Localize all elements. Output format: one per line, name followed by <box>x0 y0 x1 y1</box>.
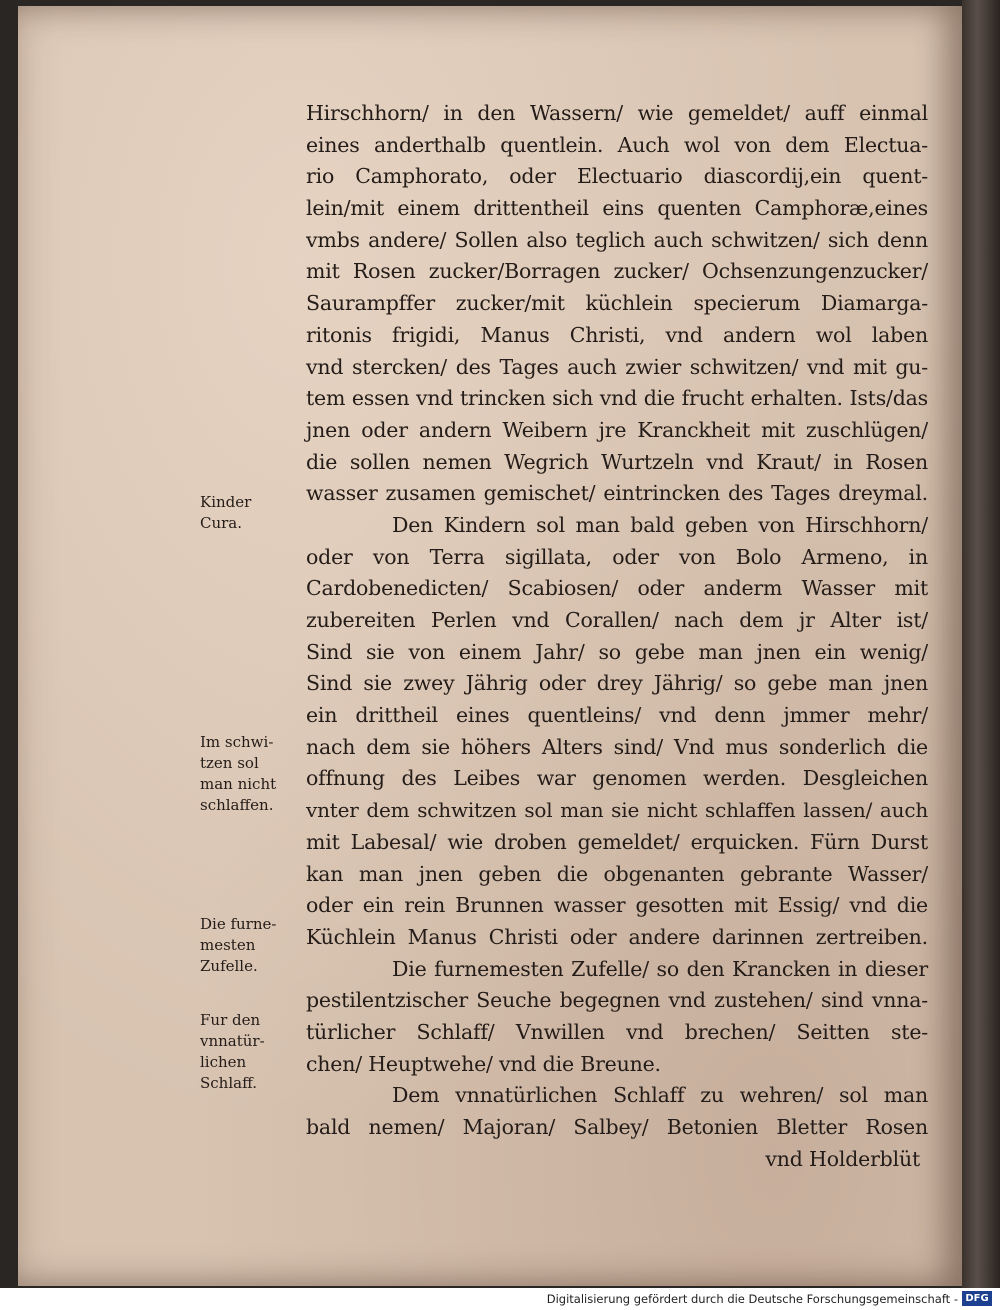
text-line: rio Camphorato, oder Electuario diascordij,ein quent- <box>306 164 928 189</box>
text-line: türlicher Schlaff/ Vnwillen vnd brechen/ Seitten ste- <box>306 1019 928 1044</box>
margin-note-kinder-cura <box>200 492 300 534</box>
text-line: Dem vnnatürlichen Schlaff zu wehren/ sol man <box>392 1083 928 1108</box>
text-line: Küchlein Manus Christi oder andere darinnen zertreiben. <box>306 924 928 949</box>
text-line: Sind sie zwey Jährig oder drey Jährig/ so gebe man jnen <box>306 671 928 696</box>
text-line: chen/ Heuptwehe/ vnd die Breune. <box>306 1051 661 1076</box>
text-line: ein drittheil eines quentleins/ vnd denn jmmer mehr/ <box>306 703 928 728</box>
text-line: oder ein rein Brunnen wasser gesotten mit Essig/ vnd die <box>306 893 928 918</box>
text-line: vmbs andere/ Sollen also teglich auch schwitzen/ sich denn <box>306 227 928 252</box>
text-line: oder von Terra sigillata, oder von Bolo Armeno, in <box>306 544 928 569</box>
text-line: tem essen vnd trincken sich vnd die frucht erhalten. Ists/das <box>306 386 928 411</box>
text-line: jnen oder andern Weibern jre Kranckheit mit zuschlügen/ <box>306 417 928 442</box>
text-line: Hirschhorn/ in den Wassern/ wie gemeldet/ auff einmal <box>306 101 928 125</box>
text-line: nach dem sie höhers Alters sind/ Vnd mus sonderlich die <box>306 734 928 759</box>
margin-note-line: Kinder <box>200 493 252 511</box>
book-edge <box>962 0 1000 1288</box>
margin-note-line: lichen <box>200 1053 247 1071</box>
footer-bar <box>0 1288 1000 1310</box>
text-line: wasser zusamen gemischet/ eintrincken des Tages dreymal. <box>306 481 928 506</box>
catchword: vnd Holderblüt <box>765 1146 920 1171</box>
text-line: Sind sie von einem Jahr/ so gebe man jnen ein wenig/ <box>306 639 928 664</box>
margin-note-line: Die furne- <box>200 915 277 933</box>
margin-note-line: Im schwi- <box>200 733 274 751</box>
margin-note-line: schlaffen. <box>200 796 274 814</box>
text-line: ritonis frigidi, Manus Christi, vnd andern wol laben <box>306 322 928 347</box>
text-line: mit Labesal/ wie droben gemeldet/ erquicken. Fürn Durst <box>306 829 928 854</box>
footer-credit: Digitalisierung gefördert durch die Deutsche Forschungsgemeinschaft - <box>546 1292 958 1306</box>
text-line: eines anderthalb quentlein. Auch wol von dem Electua- <box>306 132 928 157</box>
margin-note-line: tzen sol <box>200 754 259 772</box>
margin-note-schlaff <box>200 1010 300 1094</box>
margin-note-line: Cura. <box>200 514 243 532</box>
margin-note-line: man nicht <box>200 775 277 793</box>
margin-note-zufelle <box>200 914 300 977</box>
text-line: vnd stercken/ des Tages auch zwier schwitzen/ vnd mit gu- <box>306 354 928 379</box>
dfg-logo-icon[interactable]: DFG <box>962 1291 992 1306</box>
margin-note-line: mesten <box>200 936 256 954</box>
text-line: offnung des Leibes war genomen werden. Desgleichen <box>306 766 928 791</box>
text-line: mit Rosen zucker/Borragen zucker/ Ochsenzungenzucker/ <box>306 259 928 284</box>
text-line: lein/mit einem drittentheil eins quenten Camphoræ,eines <box>306 196 928 221</box>
margin-note-schwitzen <box>200 732 300 816</box>
text-line: pestilentzischer Seuche begegnen vnd zustehen/ sind vnna- <box>306 988 928 1013</box>
margin-note-line: vnnatür- <box>200 1032 265 1050</box>
margin-note-line: Fur den <box>200 1011 261 1029</box>
text-line: Die furnemesten Zufelle/ so den Krancken in dieser <box>392 956 928 981</box>
margin-note-line: Schlaff. <box>200 1074 257 1092</box>
margin-note-line: Zufelle. <box>200 957 258 975</box>
text-line: vnter dem schwitzen sol man sie nicht schlaffen lassen/ auch <box>306 798 928 823</box>
text-line: die sollen nemen Wegrich Wurtzeln vnd Kraut/ in Rosen <box>306 449 928 474</box>
text-line: zubereiten Perlen vnd Corallen/ nach dem jr Alter ist/ <box>306 608 928 632</box>
text-line: kan man jnen geben die obgenanten gebrante Wasser/ <box>306 861 928 886</box>
text-line: bald nemen/ Majoran/ Salbey/ Betonien Bletter Rosen <box>306 1115 928 1139</box>
text-line: Den Kindern sol man bald geben von Hirschhorn/ <box>392 512 928 537</box>
body-text <box>306 98 928 1175</box>
text-line: Saurampffer zucker/mit küchlein specierum Diamarga- <box>306 291 928 316</box>
text-line: Cardobenedicten/ Scabiosen/ oder anderm Wasser mit <box>306 576 928 601</box>
